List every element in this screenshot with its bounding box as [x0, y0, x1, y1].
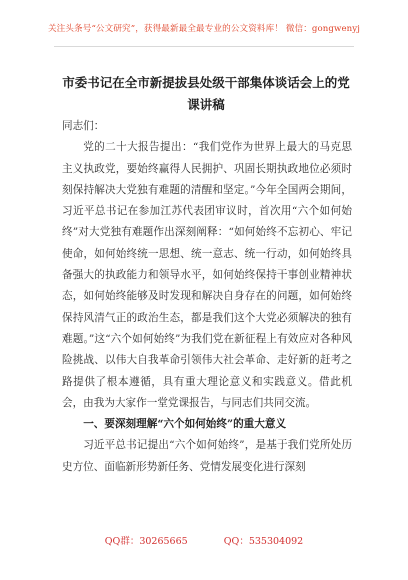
paragraph-1: 党的二十大报告提出：“我们党作为世界上最大的马克思主义执政党，要始终赢得人民拥护、巩固长期执政地位必须时刻保持解决大党独有难题的清醒和坚定。”今年全国两会期间，习近平总书记在参加江苏代表团审议时，首次用“六个如何始终”对大党独有难题作出深刻阐释：“如何始终不忘初心、牢记使命，如何始终统一思想、统一意志、统一行动，如何始终具备强大的执政能力和领导水平，如何始终保持干事创业精神状态，如何始终能够及时发现和解决自身存在的问题，如何始终保持风清气正的政治生态，都是我们这个大党必须解决的独有难题。”这“六个如何始终”为我们党在新征程上有效应对各种风险挑战、以伟大自我革命引领伟大社会革命、走好新的赶考之路提供了根本遵循，具有重大理论意义和实践意义。借此机会，由我为大家作一堂党课报告，与同志们共同交流。	[62, 141, 352, 409]
header-banner: 关注头条号“公文研究”，获得最新最全最专业的公文资料库！ 微信：gongwenyj	[47, 24, 361, 34]
section-heading-1: 一、要深刻理解“六个如何始终”的重大意义	[83, 418, 287, 431]
footer-contact	[0, 533, 408, 547]
header-divider	[54, 46, 354, 47]
footer-qq-group: QQ群：30265665	[104, 536, 188, 547]
paragraph-2: 习近平总书记提出“六个如何始终”，是基于我们党所处历史方位、面临新形势新任务、党情发展变化进行深刻	[62, 439, 352, 473]
document-body	[62, 116, 352, 478]
document-title: 市委书记在全市新提拔县处级干部集体谈话会上的党课讲稿	[62, 75, 350, 112]
salutation: 同志们：	[62, 120, 105, 132]
footer-qq-number: QQ：535304092	[223, 536, 304, 547]
